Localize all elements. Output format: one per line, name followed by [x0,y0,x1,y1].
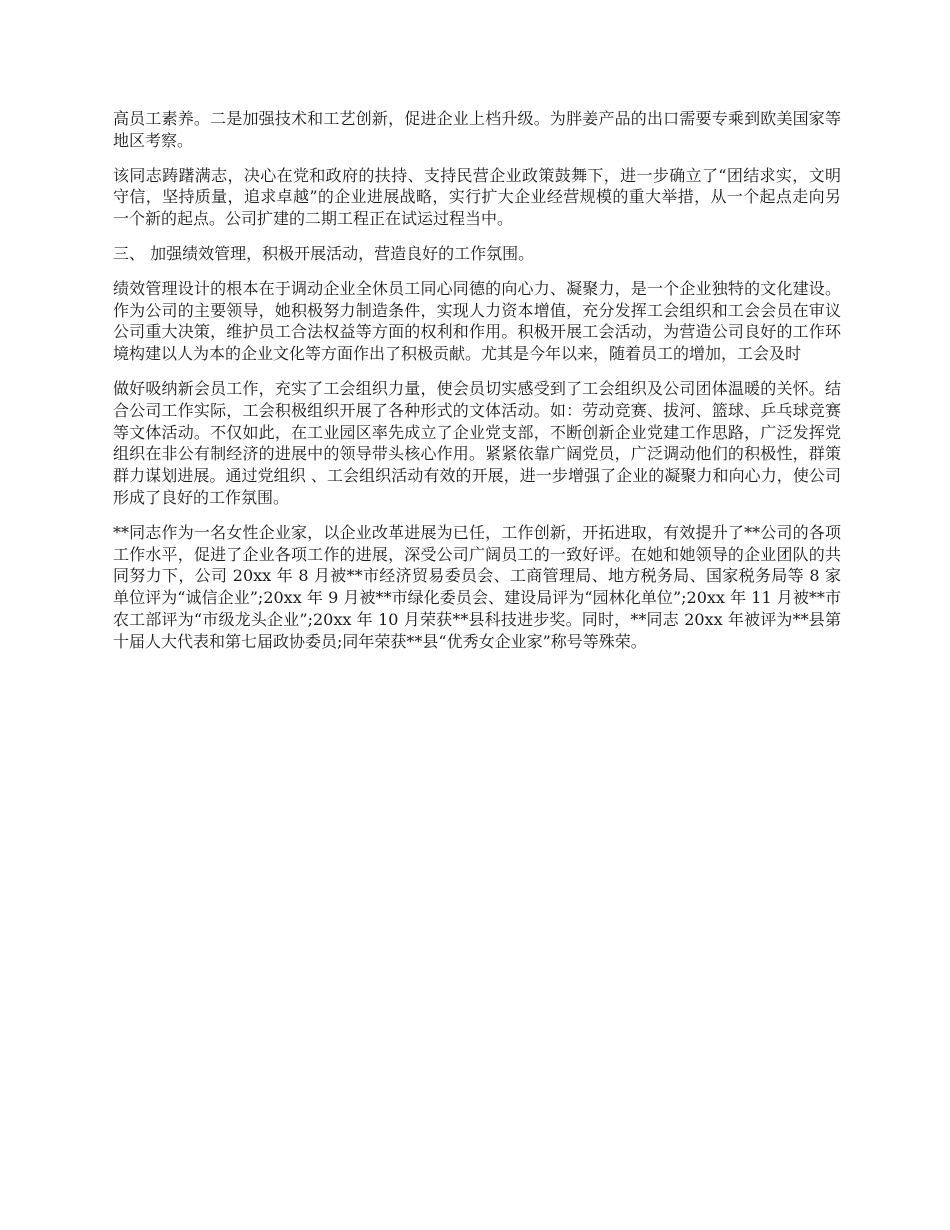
document-page [113,108,841,666]
paragraph-4: 绩效管理设计的根本在于调动企业全休员工同心同德的向心力、凝聚力，是一个企业独特的文化建设。作为公司的主要领导，她积极努力制造条件，实现人力资本增值，充分发挥工会组织和工会会员在审议公司重大决策，维护员工合法权益等方面的权利和作用。积极开展工会活动，为营造公司良好的工作环境构建以人为本的企业文化等方面作出了积极贡献。尤其是今年以来，随着员工的增加，工会及时 [113,278,841,364]
paragraph-1: 高员工素养。二是加强技术和工艺创新，促进企业上档升级。为胖姜产品的出口需要专乘到欧美国家等地区考察。 [113,109,841,150]
paragraph-2: 该同志踌躇满志，决心在党和政府的扶持、支持民营企业政策鼓舞下，进一步确立了“团结求实，文明守信，坚持质量，追求卓越”的企业进展战略，实行扩大企业经营规模的重大举措，从一个起点走向另一个新的起点。公司扩建的二期工程正在试运过程当中。 [113,165,841,229]
paragraph-6: **同志作为一名女性企业家，以企业改革进展为已任，工作创新，开拓进取，有效提升了**公司的各项工作水平，促进了企业各项工作的进展，深受公司广阔员工的一致好评。在她和她领导的企业团队的共同努力下，公司 20xx 年 8 月被**市经济贸易委员会、工商管理局、地方税务局、国家税务局等 8 家单位评为“诚信企业”;20xx 年 9 月被**市绿化委员会、建设局评为“园林化单位”;20xx 年 11 月被**市农工部评为“市级龙头企业”;20xx 年 10 月荣获**县科技进步奖。同时，**同志 20xx 年被评为**县第十届人大代表和第七届政协委员;同年荣获**县“优秀女企业家”称号等殊荣。 [113,522,841,651]
section-heading-3: 三、 加强绩效管理，积极开展活动，营造良好的工作氛围。 [113,243,535,263]
paragraph-5: 做好吸纳新会员工作，充实了工会组织力量，使会员切实感受到了工会组织及公司团体温暖的关怀。结合公司工作实际，工会积极组织开展了各种形式的文体活动。如：劳动竞赛、拔河、篮球、乒乓球竞赛等文体活动。不仅如此，在工业园区率先成立了企业党支部，不断创新企业党建工作思路，广泛发挥党组织在非公有制经济的进展中的领导带头核心作用。紧紧依靠广阔党员，广泛调动他们的积极性，群策群力谋划进展。通过党组织 、工会组织活动有效的开展，进一步增强了企业的凝聚力和向心力，使公司形成了良好的工作氛围。 [113,378,841,507]
